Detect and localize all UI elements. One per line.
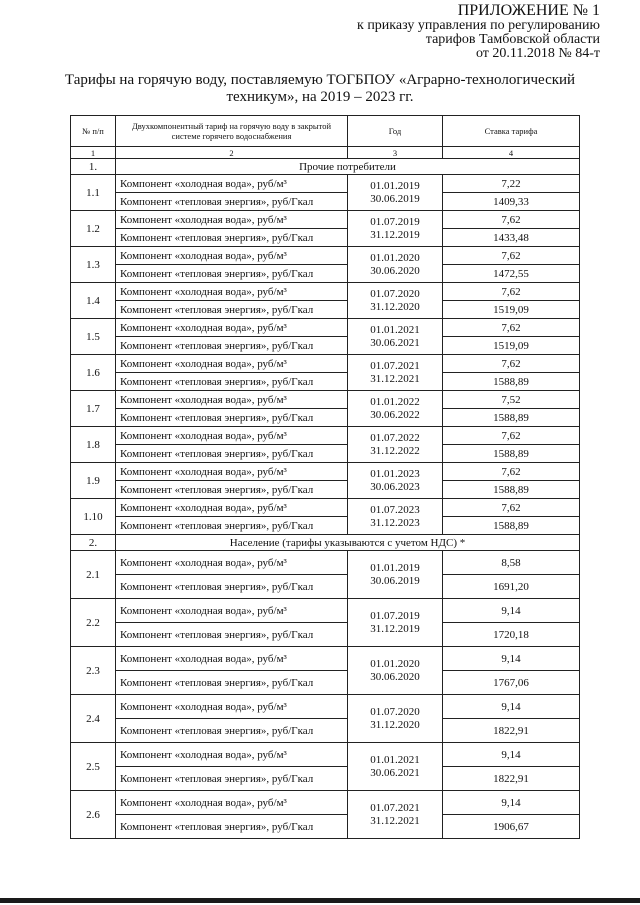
- period-to: 30.06.2022: [370, 408, 420, 421]
- cold-water-component: Компонент «холодная вода», руб/м³: [116, 499, 348, 517]
- cold-water-rate: 7,62: [443, 247, 580, 265]
- period-cell: [348, 175, 443, 211]
- period-to: 30.06.2019: [370, 574, 420, 587]
- heat-energy-rate: 1588,89: [443, 445, 580, 463]
- period-cell: [348, 743, 443, 791]
- table-row: [71, 815, 580, 839]
- cold-water-component: Компонент «холодная вода», руб/м³: [116, 463, 348, 481]
- period-from: 01.07.2020: [370, 287, 420, 300]
- heat-energy-rate: 1433,48: [443, 229, 580, 247]
- period-to: 31.12.2019: [370, 228, 420, 241]
- table-row: [71, 247, 580, 265]
- row-num: 1.4: [71, 283, 116, 319]
- period-cell: [348, 463, 443, 499]
- table-row: [71, 599, 580, 623]
- heat-energy-component: Компонент «тепловая энергия», руб/Гкал: [116, 445, 348, 463]
- table-row: [71, 319, 580, 337]
- heat-energy-rate: 1588,89: [443, 409, 580, 427]
- period-from: 01.01.2021: [370, 753, 420, 766]
- period-cell: [348, 391, 443, 427]
- table-row: [71, 175, 580, 193]
- column-index-row: [71, 147, 580, 159]
- period-from: 01.07.2023: [370, 503, 420, 516]
- row-num: 1.7: [71, 391, 116, 427]
- period-to: 30.06.2019: [370, 192, 420, 205]
- table-header-row: [71, 116, 580, 147]
- row-num: 2.3: [71, 647, 116, 695]
- cold-water-rate: 7,62: [443, 355, 580, 373]
- period-to: 30.06.2021: [370, 766, 420, 779]
- table-row: [71, 575, 580, 599]
- row-num: 1.8: [71, 427, 116, 463]
- cold-water-component: Компонент «холодная вода», руб/м³: [116, 283, 348, 301]
- heat-energy-component: Компонент «тепловая энергия», руб/Гкал: [116, 517, 348, 535]
- period-cell: [348, 319, 443, 355]
- period-cell: [348, 283, 443, 319]
- section-title: Прочие потребители: [116, 159, 580, 175]
- table-row: [71, 301, 580, 319]
- header-year: Год: [348, 116, 443, 147]
- cold-water-component: Компонент «холодная вода», руб/м³: [116, 391, 348, 409]
- cold-water-component: Компонент «холодная вода», руб/м³: [116, 551, 348, 575]
- heat-energy-component: Компонент «тепловая энергия», руб/Гкал: [116, 373, 348, 391]
- table-row: [71, 373, 580, 391]
- period-to: 30.06.2020: [370, 264, 420, 277]
- row-num: 1.1: [71, 175, 116, 211]
- heat-energy-rate: 1472,55: [443, 265, 580, 283]
- cold-water-rate: 9,14: [443, 695, 580, 719]
- row-num: 2.5: [71, 743, 116, 791]
- cold-water-rate: 9,14: [443, 647, 580, 671]
- cold-water-component: Компонент «холодная вода», руб/м³: [116, 247, 348, 265]
- section-row: [71, 535, 580, 551]
- period-from: 01.07.2021: [370, 359, 420, 372]
- table-row: [71, 211, 580, 229]
- table-row: [71, 355, 580, 373]
- period-cell: [348, 551, 443, 599]
- cold-water-component: Компонент «холодная вода», руб/м³: [116, 791, 348, 815]
- table-row: [71, 517, 580, 535]
- period-to: 31.12.2020: [370, 300, 420, 313]
- period-cell: [348, 247, 443, 283]
- section-num: 2.: [71, 535, 116, 551]
- section-num: 1.: [71, 159, 116, 175]
- cold-water-rate: 8,58: [443, 551, 580, 575]
- cold-water-component: Компонент «холодная вода», руб/м³: [116, 427, 348, 445]
- period-cell: [348, 355, 443, 391]
- table-row: [71, 445, 580, 463]
- heat-energy-component: Компонент «тепловая энергия», руб/Гкал: [116, 229, 348, 247]
- heat-energy-rate: 1519,09: [443, 301, 580, 319]
- cold-water-rate: 9,14: [443, 791, 580, 815]
- period-from: 01.01.2021: [370, 323, 420, 336]
- heat-energy-rate: 1519,09: [443, 337, 580, 355]
- table-row: [71, 623, 580, 647]
- cold-water-rate: 7,62: [443, 319, 580, 337]
- period-to: 30.06.2020: [370, 670, 420, 683]
- heat-energy-rate: 1588,89: [443, 373, 580, 391]
- row-num: 1.6: [71, 355, 116, 391]
- period-from: 01.01.2023: [370, 467, 420, 480]
- heat-energy-component: Компонент «тепловая энергия», руб/Гкал: [116, 719, 348, 743]
- heat-energy-component: Компонент «тепловая энергия», руб/Гкал: [116, 301, 348, 319]
- table-row: [71, 791, 580, 815]
- heat-energy-component: Компонент «тепловая энергия», руб/Гкал: [116, 815, 348, 839]
- period-to: 31.12.2022: [370, 444, 420, 457]
- period-cell: [348, 211, 443, 247]
- table-row: [71, 499, 580, 517]
- col-index-4: 4: [443, 147, 580, 159]
- period-from: 01.01.2020: [370, 657, 420, 670]
- col-index-3: 3: [348, 147, 443, 159]
- cold-water-rate: 7,52: [443, 391, 580, 409]
- period-to: 31.12.2021: [370, 372, 420, 385]
- row-num: 2.6: [71, 791, 116, 839]
- cold-water-component: Компонент «холодная вода», руб/м³: [116, 695, 348, 719]
- tariff-table: [70, 115, 580, 839]
- table-row: [71, 409, 580, 427]
- cold-water-component: Компонент «холодная вода», руб/м³: [116, 319, 348, 337]
- period-to: 30.06.2023: [370, 480, 420, 493]
- table-row: [71, 695, 580, 719]
- table-row: [71, 767, 580, 791]
- period-from: 01.01.2020: [370, 251, 420, 264]
- table-row: [71, 481, 580, 499]
- cold-water-component: Компонент «холодная вода», руб/м³: [116, 175, 348, 193]
- heat-energy-component: Компонент «тепловая энергия», руб/Гкал: [116, 481, 348, 499]
- row-num: 2.4: [71, 695, 116, 743]
- heat-energy-component: Компонент «тепловая энергия», руб/Гкал: [116, 337, 348, 355]
- heat-energy-rate: 1409,33: [443, 193, 580, 211]
- order-date: от 20.11.2018 № 84-т: [475, 46, 600, 61]
- period-to: 31.12.2019: [370, 622, 420, 635]
- heat-energy-rate: 1767,06: [443, 671, 580, 695]
- heat-energy-component: Компонент «тепловая энергия», руб/Гкал: [116, 265, 348, 283]
- page-title: Тарифы на горячую воду, поставляемую ТОГБПОУ «Аграрно-технологический техникум», на 2019 – 2023 гг.: [64, 72, 576, 105]
- header-rate: Ставка тарифа: [443, 116, 580, 147]
- period-to: 31.12.2020: [370, 718, 420, 731]
- cold-water-component: Компонент «холодная вода», руб/м³: [116, 599, 348, 623]
- heat-energy-rate: 1822,91: [443, 767, 580, 791]
- period-cell: [348, 427, 443, 463]
- table-row: [71, 719, 580, 743]
- period-from: 01.07.2019: [370, 609, 420, 622]
- heat-energy-rate: 1720,18: [443, 623, 580, 647]
- cold-water-rate: 9,14: [443, 743, 580, 767]
- row-num: 2.2: [71, 599, 116, 647]
- section-row: [71, 159, 580, 175]
- period-from: 01.01.2022: [370, 395, 420, 408]
- period-cell: [348, 499, 443, 535]
- table-row: [71, 427, 580, 445]
- heat-energy-component: Компонент «тепловая энергия», руб/Гкал: [116, 575, 348, 599]
- period-from: 01.07.2020: [370, 705, 420, 718]
- cold-water-rate: 9,14: [443, 599, 580, 623]
- cold-water-component: Компонент «холодная вода», руб/м³: [116, 647, 348, 671]
- period-to: 31.12.2023: [370, 516, 420, 529]
- scan-edge-line: [0, 898, 640, 903]
- section-title: Население (тарифы указываются с учетом НДС) *: [116, 535, 580, 551]
- period-from: 01.07.2019: [370, 215, 420, 228]
- document-header: [300, 3, 600, 61]
- row-num: 1.2: [71, 211, 116, 247]
- heat-energy-component: Компонент «тепловая энергия», руб/Гкал: [116, 671, 348, 695]
- period-cell: [348, 647, 443, 695]
- authority-name: тарифов Тамбовской области: [425, 32, 600, 47]
- period-from: 01.07.2022: [370, 431, 420, 444]
- cold-water-component: Компонент «холодная вода», руб/м³: [116, 211, 348, 229]
- table-row: [71, 391, 580, 409]
- cold-water-rate: 7,62: [443, 463, 580, 481]
- heat-energy-rate: 1588,89: [443, 517, 580, 535]
- order-reference: к приказу управления по регулированию: [357, 18, 600, 33]
- table-row: [71, 265, 580, 283]
- period-cell: [348, 599, 443, 647]
- heat-energy-component: Компонент «тепловая энергия», руб/Гкал: [116, 623, 348, 647]
- header-num: № п/п: [71, 116, 116, 147]
- table-row: [71, 283, 580, 301]
- row-num: 1.5: [71, 319, 116, 355]
- period-from: 01.01.2019: [370, 179, 420, 192]
- period-from: 01.01.2019: [370, 561, 420, 574]
- row-num: 1.3: [71, 247, 116, 283]
- col-index-1: 1: [71, 147, 116, 159]
- table-row: [71, 743, 580, 767]
- heat-energy-component: Компонент «тепловая энергия», руб/Гкал: [116, 767, 348, 791]
- row-num: 1.9: [71, 463, 116, 499]
- cold-water-rate: 7,22: [443, 175, 580, 193]
- cold-water-component: Компонент «холодная вода», руб/м³: [116, 743, 348, 767]
- heat-energy-rate: 1906,67: [443, 815, 580, 839]
- table-row: [71, 193, 580, 211]
- heat-energy-component: Компонент «тепловая энергия», руб/Гкал: [116, 193, 348, 211]
- cold-water-component: Компонент «холодная вода», руб/м³: [116, 355, 348, 373]
- period-cell: [348, 695, 443, 743]
- cold-water-rate: 7,62: [443, 427, 580, 445]
- period-from: 01.07.2021: [370, 801, 420, 814]
- table-row: [71, 551, 580, 575]
- table-row: [71, 229, 580, 247]
- heat-energy-rate: 1588,89: [443, 481, 580, 499]
- table-row: [71, 463, 580, 481]
- row-num: 2.1: [71, 551, 116, 599]
- header-tariff: Двухкомпонентный тариф на горячую воду в закрытой системе горячего водоснабжения: [116, 116, 348, 147]
- heat-energy-component: Компонент «тепловая энергия», руб/Гкал: [116, 409, 348, 427]
- cold-water-rate: 7,62: [443, 283, 580, 301]
- period-cell: [348, 791, 443, 839]
- table-row: [71, 647, 580, 671]
- period-to: 31.12.2021: [370, 814, 420, 827]
- period-to: 30.06.2021: [370, 336, 420, 349]
- cold-water-rate: 7,62: [443, 499, 580, 517]
- cold-water-rate: 7,62: [443, 211, 580, 229]
- row-num: 1.10: [71, 499, 116, 535]
- table-row: [71, 337, 580, 355]
- appendix-number: ПРИЛОЖЕНИЕ № 1: [457, 2, 600, 19]
- table-row: [71, 671, 580, 695]
- heat-energy-rate: 1691,20: [443, 575, 580, 599]
- heat-energy-rate: 1822,91: [443, 719, 580, 743]
- col-index-2: 2: [116, 147, 348, 159]
